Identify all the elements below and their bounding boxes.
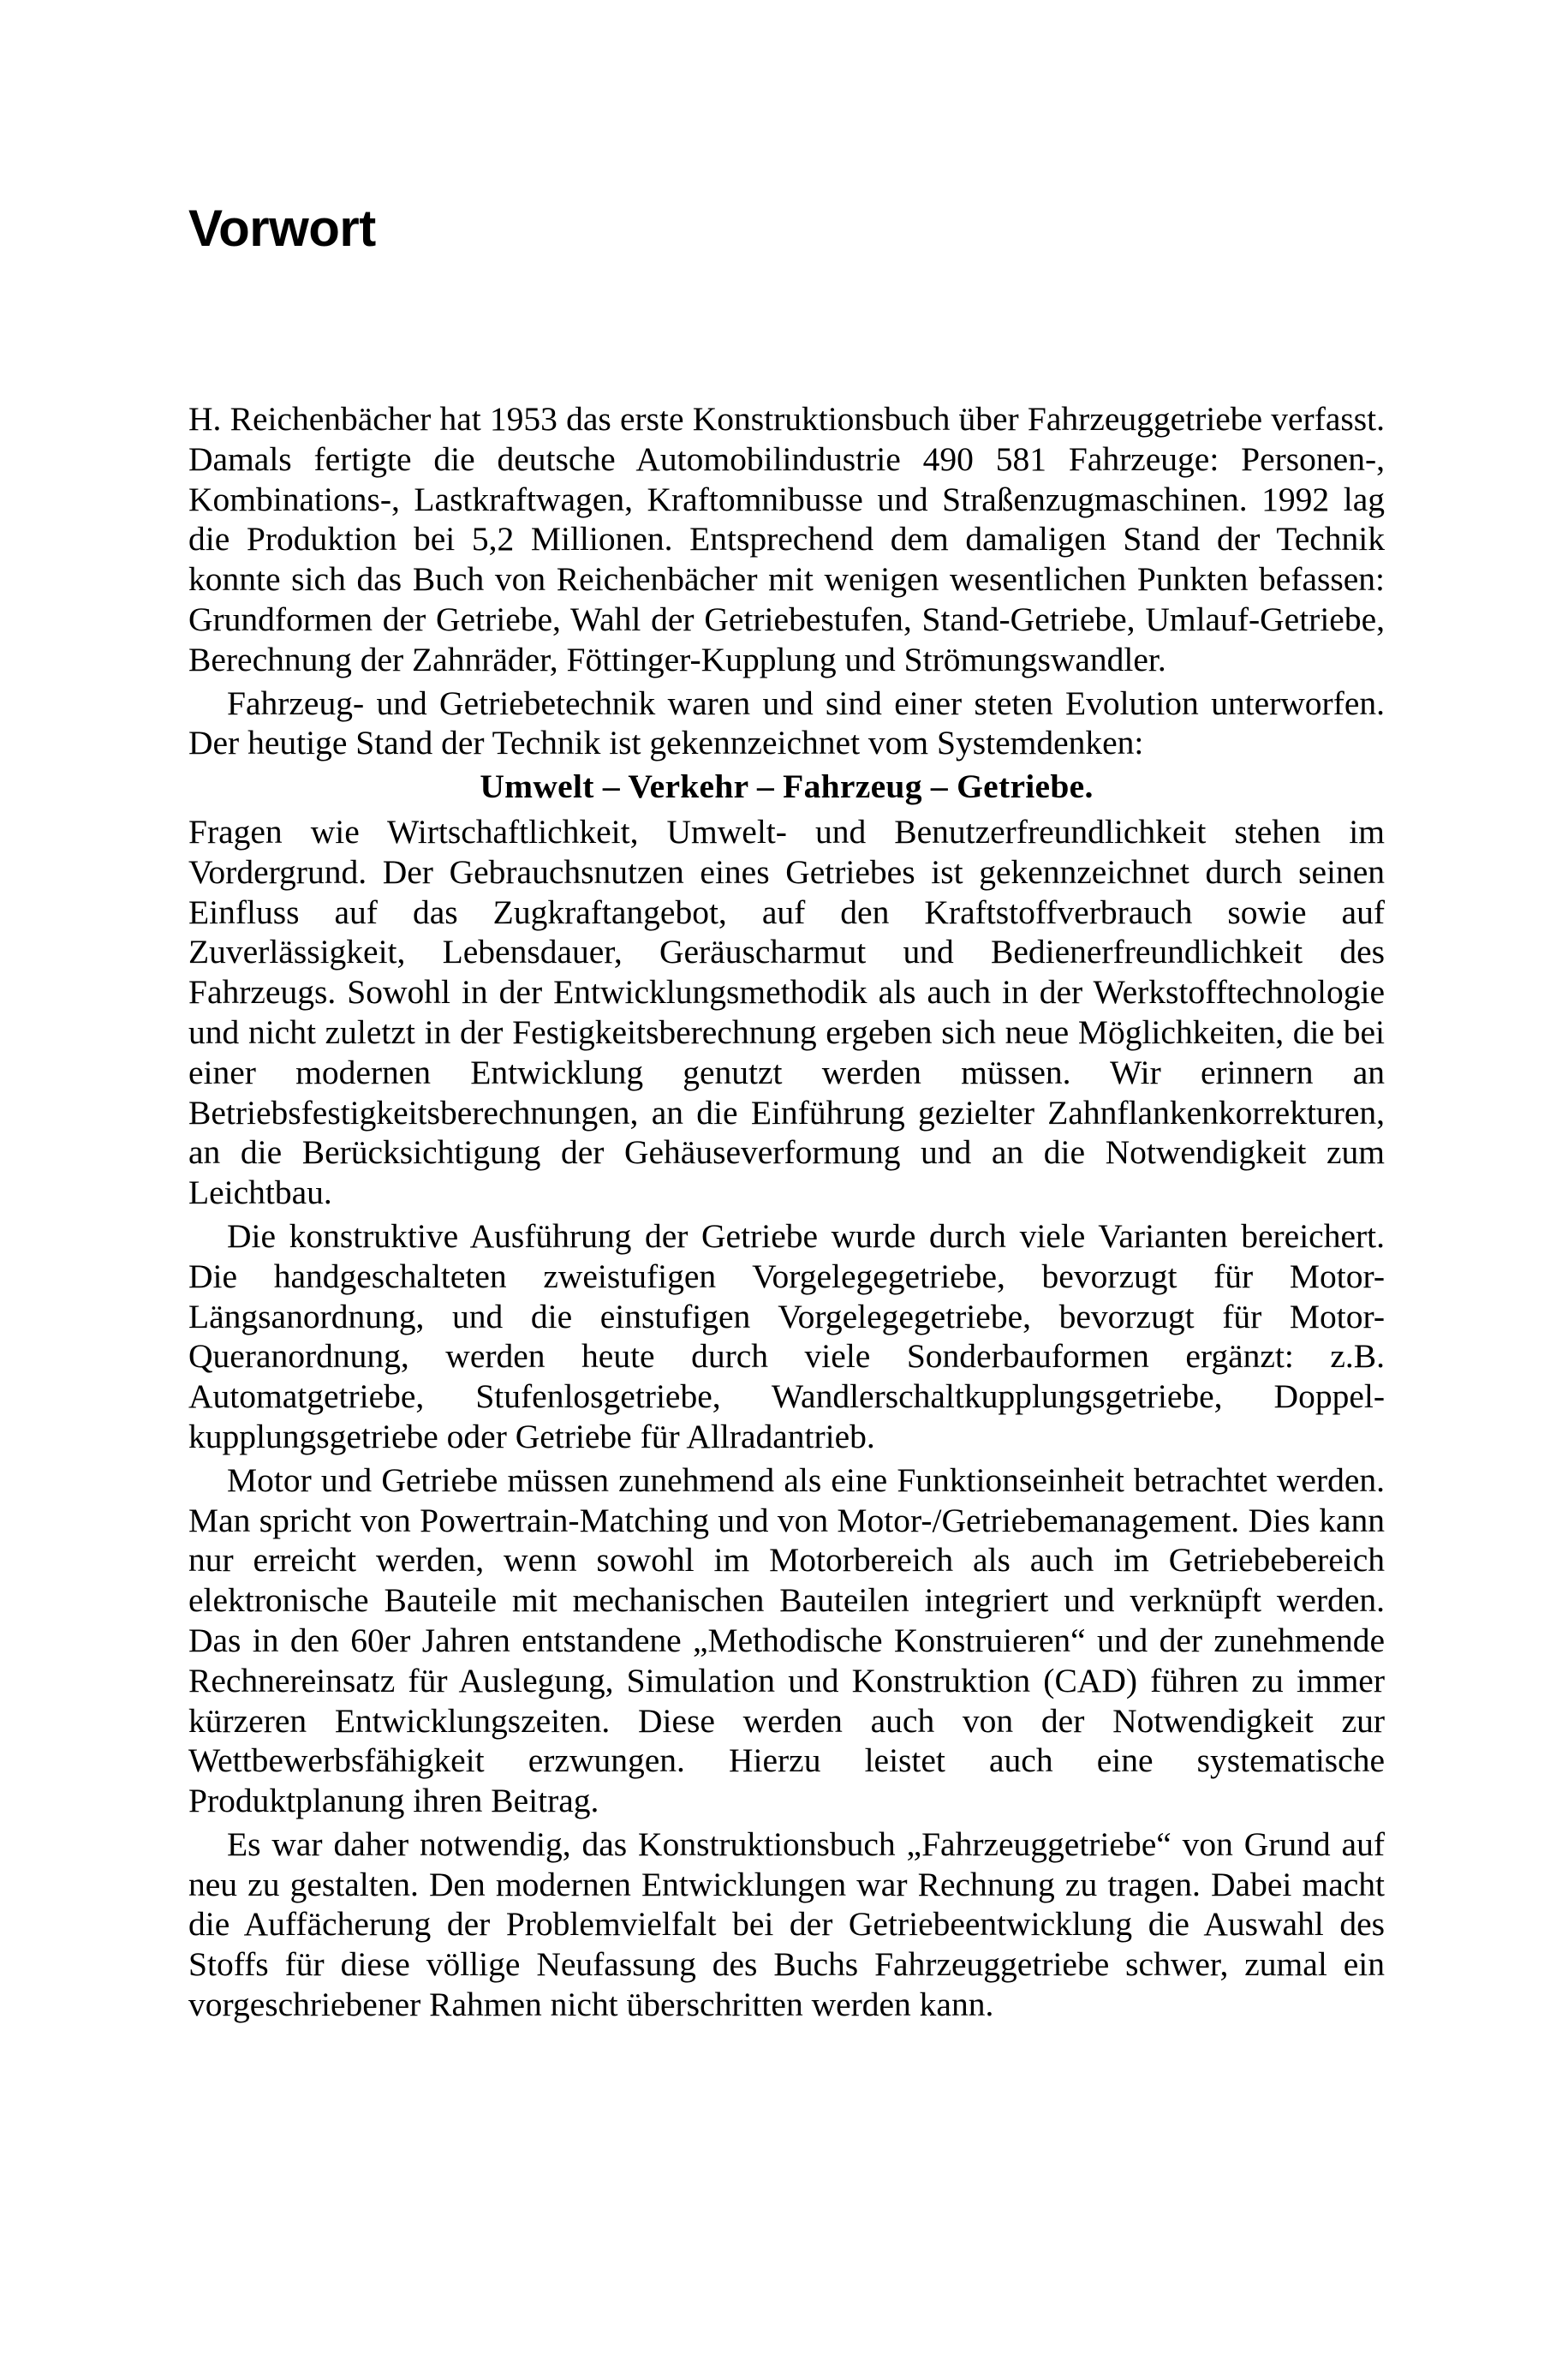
paragraph-history: H. Reichenbächer hat 1953 das erste Konstruktionsbuch über Fahrzeuggetriebe verfasst. Damals fertigte die deutsche Automobilindustrie 490 581 Fahrzeuge: Personen-, Kombinations-, Lastkraftwagen, Kraftomnibusse und Straßenzugmaschinen. 1992 lag die Produktion bei 5,2 Millionen. Entsprechend dem damaligen Stand der Technik konnte sich das Buch von Reichenbächer mit wenigen wesentlichen Punkten befassen: Grundformen der Getriebe, Wahl der Getriebestufen, Stand-Getriebe, Umlauf-Getriebe, Berechnung der Zahnräder, Föttinger-Kupplung und Strömungswandler. (188, 400, 1385, 678)
page-title: Vorwort (188, 200, 376, 257)
paragraph-powertrain: Motor und Getriebe müssen zunehmend als eine Funktionseinheit betrachtet werden. Man spricht von Powertrain-Matching und von Motor-/Getriebemanagement. Dies kann nur erreicht werden, wenn sowohl im Motorbereich als auch im Getriebebereich elektronische Bauteile mit mechanischen Bauteilen integriert und verknüpft werden. Das in den 60er Jahren entstandene „Methodische Konstruieren“ und der zunehmende Rechnereinsatz für Auslegung, Simulation und Konstruktion (CAD) führen zu immer kürzeren Entwicklungszeiten. Diese werden auch von der Notwendigkeit zur Wettbewerbsfähigkeit erzwungen. Hierzu leistet auch eine systematische Produktplanung ihren Beitrag. (188, 1460, 1385, 1820)
paragraph-design-variants: Die konstruktive Ausführung der Getriebe wurde durch viele Varianten bereichert. Die handgeschalteten zweistufigen Vorgelegegetriebe, bevorzugt für Motor-Längsanordnung, und die einstufigen Vorgelegegetriebe, bevorzugt für Motor-Queranordnung, werden heute durch viele Sonderbauformen ergänzt: z.B. Automatgetriebe, Stufenlosgetriebe, Wandlerschaltkupplungsgetriebe, Doppelkupplungsgetriebe oder Getriebe für Allradantrieb. (188, 1216, 1385, 1455)
system-chain-emphasis: Umwelt – Verkehr – Fahrzeug – Getriebe. (480, 767, 1094, 806)
preface-body (188, 399, 1385, 2028)
paragraph-priorities: Fragen wie Wirtschaftlichkeit, Umwelt- und Benutzerfreundlichkeit stehen im Vordergrund. Der Gebrauchsnutzen eines Getriebes ist gekennzeichnet durch seinen Einfluss auf das Zugkraftangebot, auf den Kraftstoffverbrauch sowie auf Zuverlässigkeit, Lebensdauer, Geräuscharmut und Bedienerfreundlichkeit des Fahrzeugs. Sowohl in der Entwicklungsmethodik als auch in der Werkstofftechnologie und nicht zuletzt in der Festigkeitsberechnung ergeben sich neue Möglichkeiten, die bei einer modernen Entwicklung genutzt werden müssen. Wir erinnern an Betriebsfestigkeitsberechnungen, an die Einführung gezielter Zahnflankenkorrekturen, an die Berücksichtigung der Gehäuseverformung und an die Notwendigkeit zum Leichtbau. (188, 812, 1385, 1212)
paragraph-new-edition: Es war daher notwendig, das Konstruktionsbuch „Fahrzeuggetriebe“ von Grund auf neu zu gestalten. Den modernen Entwicklungen war Rechnung zu tragen. Dabei macht die Auffächerung der Problemvielfalt bei der Getriebeentwicklung die Auswahl des Stoffs für diese völlige Neufassung des Buchs Fahrzeuggetriebe schwer, zumal ein vorgeschriebener Rahmen nicht überschritten werden kann. (188, 1825, 1385, 2024)
paragraph-evolution: Fahrzeug- und Getriebetechnik waren und sind einer steten Evolution unterworfen. Der heutige Stand der Technik ist gekennzeichnet vom Systemdenken: (188, 684, 1385, 762)
